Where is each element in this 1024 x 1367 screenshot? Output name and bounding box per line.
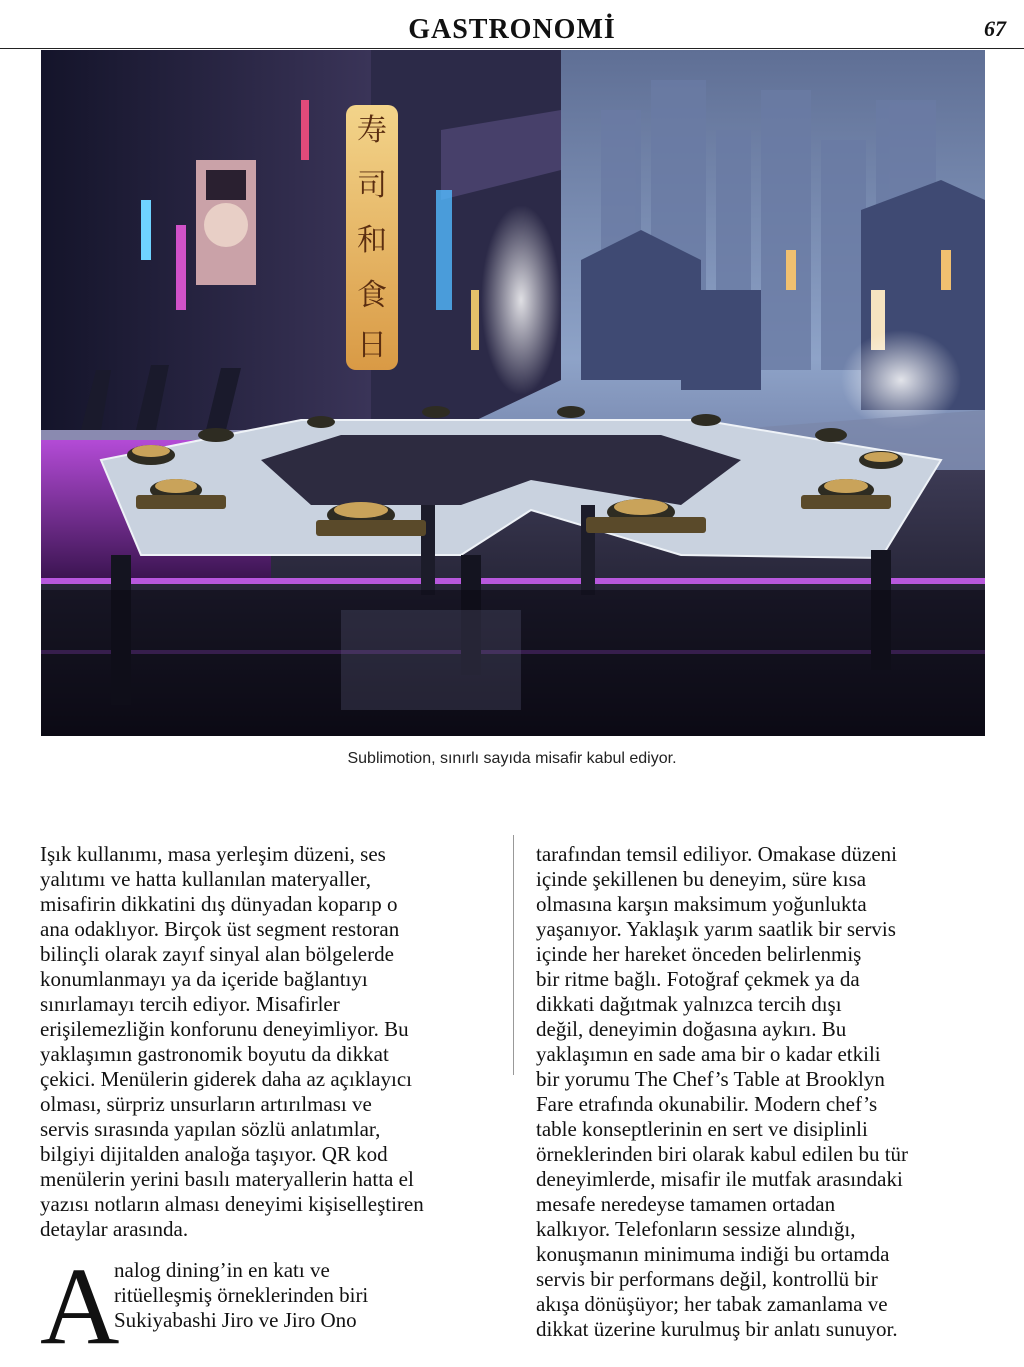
text-line: erişilemezliğin konforunu deneyimliyor. Bu (40, 1017, 409, 1041)
header-divider (0, 48, 1024, 49)
page-header (0, 0, 1024, 50)
dropcap-text (114, 1258, 494, 1333)
svg-text:司: 司 (357, 168, 387, 203)
column-divider (513, 835, 514, 1075)
page-number: 67 (984, 16, 1006, 41)
svg-text:寿: 寿 (357, 113, 387, 148)
left-column (40, 842, 490, 1242)
text-line: mesafe neredeyse tamamen ortadan (536, 1192, 836, 1216)
text-line: detaylar arasında. (40, 1217, 189, 1241)
text-line: table konseptlerinin en sert ve disiplinli (536, 1117, 868, 1141)
text-line: servis bir performans değil, kontrollü bir (536, 1267, 878, 1291)
text-line: servis sırasında yapılan sözlü anlatımlar, (40, 1117, 381, 1141)
text-line: konuşmanın minimuma indiği bu ortamda (536, 1242, 890, 1266)
text-line: misafirin dikkatini dış dünyadan koparıp o (40, 892, 398, 916)
text-line: kalkıyor. Telefonların sessize alındığı, (536, 1217, 856, 1241)
text-line: yaklaşımın en sade ama bir o kadar etkili (536, 1042, 881, 1066)
text-line: değil, deneyimin doğasına aykırı. Bu (536, 1017, 847, 1041)
right-column (536, 842, 986, 1342)
svg-text:和: 和 (357, 223, 387, 258)
text-line: Işık kullanımı, masa yerleşim düzeni, ses (40, 842, 386, 866)
text-line: tarafından temsil ediliyor. Omakase düzeni (536, 842, 897, 866)
svg-text:日: 日 (357, 328, 387, 363)
text-line: yaşanıyor. Yaklaşık yarım saatlik bir servis (536, 917, 896, 941)
text-line: yazısı notların alması deneyimi kişiselleştiren (40, 1192, 424, 1216)
text-line: bilgiyi dijitalden analoğa taşıyor. QR kod (40, 1142, 388, 1166)
text-line: bir ritme bağlı. Fotoğraf çekmek ya da (536, 967, 860, 991)
text-line: akışa dönüşüyor; her tabak zamanlama ve (536, 1292, 888, 1316)
text-line: içinde şekillenen bu deneyim, süre kısa (536, 867, 867, 891)
text-line: olmasına karşın maksimum yoğunlukta (536, 892, 867, 916)
text-line: örneklerinden biri olarak kabul edilen bu tür (536, 1142, 909, 1166)
text-line: deneyimlerde, misafir ile mutfak arasındaki (536, 1167, 903, 1191)
text-line: sınırlamayı tercih ediyor. Misafirler (40, 992, 340, 1016)
text-line: Sukiyabashi Jiro ve Jiro Ono (114, 1308, 357, 1332)
text-line: dikkat üzerine kurulmuş bir anlatı sunuyor. (536, 1317, 898, 1341)
text-line: içinde her hareket önceden belirlenmiş (536, 942, 862, 966)
text-line: konumlanmayı ya da içeride bağlantıyı (40, 967, 368, 991)
photo-caption: Sublimotion, sınırlı sayıda misafir kabul ediyor. (347, 750, 677, 767)
drop-cap: A (40, 1245, 120, 1367)
text-line: bilinçli olarak zayıf sinyal alan bölgelerde (40, 942, 394, 966)
text-line: yaklaşımın gastronomik boyutu da dikkat (40, 1042, 389, 1066)
text-line: bir yorumu The Chef’s Table at Brooklyn (536, 1067, 885, 1091)
text-line: menülerin yerini basılı materyallerin hatta el (40, 1167, 414, 1191)
text-line: çekici. Menülerin giderek daha az açıklayıcı (40, 1067, 412, 1091)
section-title: GASTRONOMİ (408, 14, 616, 45)
text-line: olması, sürpriz unsurların artırılması ve (40, 1092, 372, 1116)
text-line: ana odaklıyor. Birçok üst segment restoran (40, 917, 400, 941)
text-line: ritüelleşmiş örneklerinden biri (114, 1283, 369, 1307)
text-line: dikkati dağıtmak yalnızca tercih dışı (536, 992, 842, 1016)
text-line: Fare etrafında okunabilir. Modern chef’s (536, 1092, 878, 1116)
svg-text:食: 食 (357, 278, 387, 313)
text-line: yalıtımı ve hatta kullanılan materyaller, (40, 867, 371, 891)
restaurant-photo (41, 50, 985, 736)
text-line: nalog dining’in en katı ve (114, 1258, 330, 1282)
